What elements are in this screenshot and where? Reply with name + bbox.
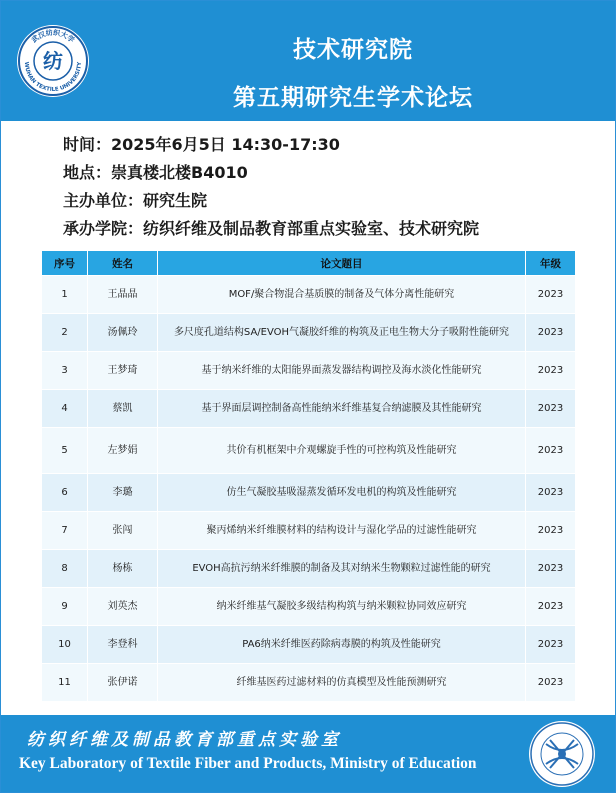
cell-no: 6 <box>42 474 88 512</box>
col-header-topic: 论文题目 <box>158 251 526 276</box>
cell-no: 3 <box>42 352 88 390</box>
table-row <box>42 474 576 512</box>
svg-text:WUHAN TEXTILE UNIVERSITY: WUHAN TEXTILE UNIVERSITY <box>22 61 84 94</box>
cell-grade: 2023 <box>526 512 576 550</box>
cell-topic: 基于界面层调控制备高性能纳米纤维基复合纳滤膜及其性能研究 <box>158 390 526 428</box>
cell-no: 1 <box>42 276 88 314</box>
table-row <box>42 428 576 474</box>
cell-no: 10 <box>42 626 88 664</box>
table-row <box>42 588 576 626</box>
lab-name-en: Key Laboratory of Textile Fiber and Products, Ministry of Education <box>19 755 477 772</box>
table-row <box>42 314 576 352</box>
col-header-no: 序号 <box>42 251 88 276</box>
cell-topic: 聚丙烯纳米纤维膜材料的结构设计与湿化学品的过滤性能研究 <box>158 512 526 550</box>
cell-grade: 2023 <box>526 276 576 314</box>
table-header-row <box>42 251 576 276</box>
lab-name-cn: 纺织纤维及制品教育部重点实验室 <box>27 730 342 750</box>
footer-banner <box>1 715 615 792</box>
col-header-name: 姓名 <box>88 251 158 276</box>
cell-topic: 仿生气凝胶基吸湿蒸发循环发电机的构筑及性能研究 <box>158 474 526 512</box>
paper-table <box>41 250 576 702</box>
table-row <box>42 352 576 390</box>
cell-topic: 共价有机框架中介观螺旋手性的可控构筑及性能研究 <box>158 428 526 474</box>
cell-grade: 2023 <box>526 474 576 512</box>
table-row <box>42 512 576 550</box>
page-title: 技术研究院 <box>293 37 413 63</box>
cell-topic: 基于纳米纤维的太阳能界面蒸发器结构调控及海水淡化性能研究 <box>158 352 526 390</box>
cell-grade: 2023 <box>526 626 576 664</box>
lab-emblem-icon <box>528 720 596 788</box>
cell-no: 11 <box>42 664 88 702</box>
cell-no: 5 <box>42 428 88 474</box>
cell-name: 杨栋 <box>88 550 158 588</box>
cell-name: 汤佩玲 <box>88 314 158 352</box>
cell-topic: MOF/聚合物混合基质膜的制备及气体分离性能研究 <box>158 276 526 314</box>
cell-grade: 2023 <box>526 550 576 588</box>
table-row <box>42 550 576 588</box>
cell-topic: EVOH高抗污纳米纤维膜的制备及其对纳米生物颗粒过滤性能的研究 <box>158 550 526 588</box>
cell-no: 7 <box>42 512 88 550</box>
university-seal-icon <box>15 23 91 99</box>
cell-name: 李登科 <box>88 626 158 664</box>
svg-text:纺: 纺 <box>43 49 63 73</box>
cell-no: 2 <box>42 314 88 352</box>
cell-topic: PA6纳米纤维医药除病毒膜的构筑及性能研究 <box>158 626 526 664</box>
cell-name: 刘英杰 <box>88 588 158 626</box>
event-location: 地点：崇真楼北楼B4010 <box>63 163 248 182</box>
cell-grade: 2023 <box>526 390 576 428</box>
event-organizer: 主办单位：研究生院 <box>63 191 208 210</box>
header-banner <box>1 1 615 121</box>
cell-name: 王晶晶 <box>88 276 158 314</box>
page-subtitle: 第五期研究生学术论坛 <box>233 85 473 111</box>
cell-name: 张伊诺 <box>88 664 158 702</box>
cell-grade: 2023 <box>526 314 576 352</box>
cell-name: 李璐 <box>88 474 158 512</box>
cell-grade: 2023 <box>526 664 576 702</box>
cell-topic: 纤维基医药过滤材料的仿真模型及性能预测研究 <box>158 664 526 702</box>
cell-grade: 2023 <box>526 428 576 474</box>
event-time: 时间：2025年6月5日 14:30-17:30 <box>63 135 340 154</box>
table-row <box>42 276 576 314</box>
cell-grade: 2023 <box>526 588 576 626</box>
event-info <box>63 131 608 243</box>
table-row <box>42 664 576 702</box>
table-row <box>42 626 576 664</box>
cell-name: 张闯 <box>88 512 158 550</box>
cell-topic: 多尺度孔道结构SA/EVOH气凝胶纤维的构筑及正电生物大分子吸附性能研究 <box>158 314 526 352</box>
cell-no: 9 <box>42 588 88 626</box>
cell-grade: 2023 <box>526 352 576 390</box>
event-co-organizer: 承办学院：纺织纤维及制品教育部重点实验室、技术研究院 <box>63 219 480 238</box>
cell-name: 王梦琦 <box>88 352 158 390</box>
table-body <box>42 276 576 702</box>
cell-no: 8 <box>42 550 88 588</box>
svg-text:武汉纺织大学: 武汉纺织大学 <box>30 28 76 45</box>
table-row <box>42 390 576 428</box>
col-header-grade: 年级 <box>526 251 576 276</box>
cell-name: 左梦娟 <box>88 428 158 474</box>
cell-no: 4 <box>42 390 88 428</box>
cell-name: 蔡凯 <box>88 390 158 428</box>
cell-topic: 纳米纤维基气凝胶多级结构构筑与纳米颗粒协同效应研究 <box>158 588 526 626</box>
